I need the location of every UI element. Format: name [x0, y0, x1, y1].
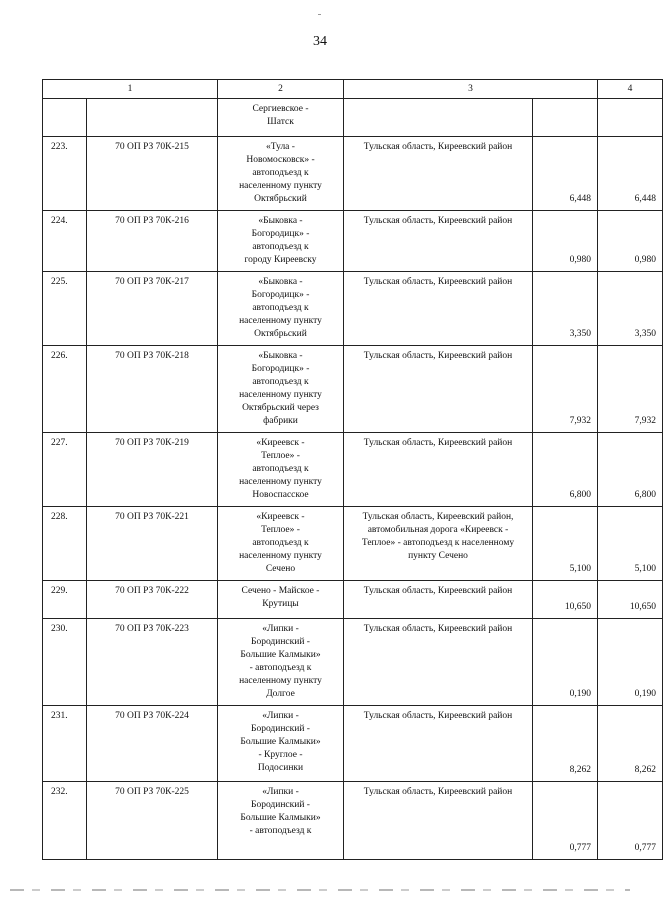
road-name-line: Сергиевское - — [252, 104, 309, 114]
road-name-line: городу Киреевску — [244, 255, 317, 265]
length-value: 6,448 — [533, 137, 598, 211]
road-name — [218, 137, 344, 211]
length-total: 6,800 — [598, 433, 663, 507]
length-value: 5,100 — [533, 507, 598, 581]
length-value: 0,777 — [533, 782, 598, 860]
road-name-line: населенному пункту — [239, 390, 322, 400]
road-name-line: Теплое» - — [261, 451, 300, 461]
table-row — [43, 346, 663, 433]
road-name-line: автоподъезд к — [252, 303, 309, 313]
row-number: 231. — [43, 706, 87, 782]
length-total: 0,777 — [598, 782, 663, 860]
table-row — [43, 433, 663, 507]
length-total: 3,350 — [598, 272, 663, 346]
road-name-line: «Киреевск - — [256, 512, 305, 522]
road-name-line: населенному пункту — [239, 676, 322, 686]
table-row — [43, 507, 663, 581]
road-id: 70 ОП РЗ 70К-223 — [87, 619, 218, 706]
road-name-line: автоподъезд к — [252, 464, 309, 474]
road-location — [344, 581, 533, 619]
header-col-2: 2 — [218, 80, 344, 99]
road-name-line: населенному пункту — [239, 181, 322, 191]
road-name-line: населенному пункту — [239, 477, 322, 487]
road-name-line: Богородицк» - — [251, 364, 310, 374]
road-location-line: Тульская область, Киреевский район — [363, 711, 513, 721]
row-number: 226. — [43, 346, 87, 433]
row-number: 224. — [43, 211, 87, 272]
row-number: 227. — [43, 433, 87, 507]
road-name-line: Бородинский - — [251, 724, 310, 734]
road-registry-table — [42, 79, 663, 860]
road-name-line: автоподъезд к — [252, 242, 309, 252]
scan-mark — [318, 14, 321, 15]
road-name-line: «Киреевск - — [256, 438, 305, 448]
road-name-line: Октябрьский — [254, 194, 307, 204]
row-number: 228. — [43, 507, 87, 581]
road-id: 70 ОП РЗ 70К-215 — [87, 137, 218, 211]
table-row — [43, 137, 663, 211]
row-number: 232. — [43, 782, 87, 860]
road-location-line: Тульская область, Киреевский район — [363, 216, 513, 226]
road-name — [218, 507, 344, 581]
length-total: 10,650 — [598, 581, 663, 619]
road-location-line: Тульская область, Киреевский район — [363, 586, 513, 596]
table-row — [43, 619, 663, 706]
road-name-line: Новомосковск» - — [246, 155, 315, 165]
road-id — [87, 99, 218, 137]
road-name-line: «Липки - — [262, 624, 299, 634]
road-name — [218, 346, 344, 433]
table-row — [43, 782, 663, 860]
road-name-line: «Тула - — [266, 142, 295, 152]
road-name — [218, 619, 344, 706]
road-name-line: Долгое — [266, 689, 295, 699]
road-name-line: Крутицы — [262, 599, 299, 609]
road-location — [344, 782, 533, 860]
road-location — [344, 706, 533, 782]
road-location — [344, 137, 533, 211]
table-row — [43, 211, 663, 272]
header-col-1: 1 — [43, 80, 218, 99]
table-row — [43, 272, 663, 346]
road-id: 70 ОП РЗ 70К-219 — [87, 433, 218, 507]
road-name-line: Сечено — [265, 564, 296, 574]
road-id: 70 ОП РЗ 70К-217 — [87, 272, 218, 346]
road-name-line: Бородинский - — [251, 637, 310, 647]
road-name — [218, 782, 344, 860]
road-name-line: Новоспасское — [252, 490, 309, 500]
road-location-line: Тульская область, Киреевский район — [363, 142, 513, 152]
header-col-3: 3 — [344, 80, 598, 99]
length-total: 6,448 — [598, 137, 663, 211]
road-name-line: «Липки - — [262, 711, 299, 721]
header-col-4: 4 — [598, 80, 663, 99]
road-name-line: - автоподъезд к — [249, 663, 312, 673]
road-name-line: населенному пункту — [239, 551, 322, 561]
road-id: 70 ОП РЗ 70К-221 — [87, 507, 218, 581]
road-location — [344, 346, 533, 433]
road-name-line: «Быковка - — [258, 351, 303, 361]
row-number: 223. — [43, 137, 87, 211]
road-id: 70 ОП РЗ 70К-224 — [87, 706, 218, 782]
length-value: 10,650 — [533, 581, 598, 619]
road-name-line: - Круглое - — [258, 750, 303, 760]
length-total: 7,932 — [598, 346, 663, 433]
road-name — [218, 706, 344, 782]
road-id: 70 ОП РЗ 70К-225 — [87, 782, 218, 860]
road-name-line: Подосинки — [257, 763, 304, 773]
road-name-line: Богородицк» - — [251, 290, 310, 300]
length-total: 5,100 — [598, 507, 663, 581]
scan-artifact — [10, 889, 630, 891]
road-name-line: Сечено - Майское - — [241, 586, 320, 596]
road-name-line: «Быковка - — [258, 277, 303, 287]
road-location-line: Тульская область, Киреевский район, — [362, 512, 514, 522]
road-name-line: Большие Калмыки» — [240, 737, 321, 747]
road-location-line: Тульская область, Киреевский район — [363, 787, 513, 797]
table-row — [43, 99, 663, 137]
road-location — [344, 507, 533, 581]
road-location-line: Тульская область, Киреевский район — [363, 624, 513, 634]
table-row — [43, 581, 663, 619]
road-name-line: фабрики — [263, 416, 298, 426]
road-name-line: Большие Калмыки» — [240, 650, 321, 660]
road-name-line: Большие Калмыки» — [240, 813, 321, 823]
page-number: 34 — [313, 34, 327, 49]
header-row — [43, 80, 663, 99]
road-name-line: Октябрьский — [254, 329, 307, 339]
road-name-line: «Быковка - — [258, 216, 303, 226]
length-total: 8,262 — [598, 706, 663, 782]
length-value: 0,190 — [533, 619, 598, 706]
length-total — [598, 99, 663, 137]
row-number: 229. — [43, 581, 87, 619]
road-name — [218, 272, 344, 346]
table-row — [43, 706, 663, 782]
road-name-line: Октябрьский через — [242, 403, 319, 413]
row-number: 230. — [43, 619, 87, 706]
length-value — [533, 99, 598, 137]
road-name-line: автоподъезд к — [252, 538, 309, 548]
road-name-line: Богородицк» - — [251, 229, 310, 239]
road-location-line: Тульская область, Киреевский район — [363, 277, 513, 287]
road-name-line: Шатск — [267, 117, 294, 127]
road-location-line: пункту Сечено — [408, 551, 468, 561]
road-id: 70 ОП РЗ 70К-218 — [87, 346, 218, 433]
road-id: 70 ОП РЗ 70К-222 — [87, 581, 218, 619]
road-name — [218, 433, 344, 507]
road-name-line: автоподъезд к — [252, 168, 309, 178]
row-number — [43, 99, 87, 137]
road-location — [344, 211, 533, 272]
length-value: 7,932 — [533, 346, 598, 433]
road-location-line: Тульская область, Киреевский район — [363, 351, 513, 361]
road-name — [218, 99, 344, 137]
road-name — [218, 211, 344, 272]
length-total: 0,190 — [598, 619, 663, 706]
length-value: 8,262 — [533, 706, 598, 782]
row-number: 225. — [43, 272, 87, 346]
road-location-line: Теплое» - автоподъезд к населенному — [361, 538, 515, 548]
road-name-line: - автоподъезд к — [249, 826, 312, 836]
road-location — [344, 619, 533, 706]
road-location-line: Тульская область, Киреевский район — [363, 438, 513, 448]
road-name-line: Теплое» - — [261, 525, 300, 535]
road-name-line: населенному пункту — [239, 316, 322, 326]
length-value: 3,350 — [533, 272, 598, 346]
road-name — [218, 581, 344, 619]
road-location-line: автомобильная дорога «Киреевск - — [367, 525, 509, 535]
road-id: 70 ОП РЗ 70К-216 — [87, 211, 218, 272]
length-value: 0,980 — [533, 211, 598, 272]
road-location — [344, 99, 533, 137]
road-name-line: Бородинский - — [251, 800, 310, 810]
road-location — [344, 272, 533, 346]
road-location — [344, 433, 533, 507]
length-total: 0,980 — [598, 211, 663, 272]
road-name-line: «Липки - — [262, 787, 299, 797]
length-value: 6,800 — [533, 433, 598, 507]
road-name-line: автоподъезд к — [252, 377, 309, 387]
